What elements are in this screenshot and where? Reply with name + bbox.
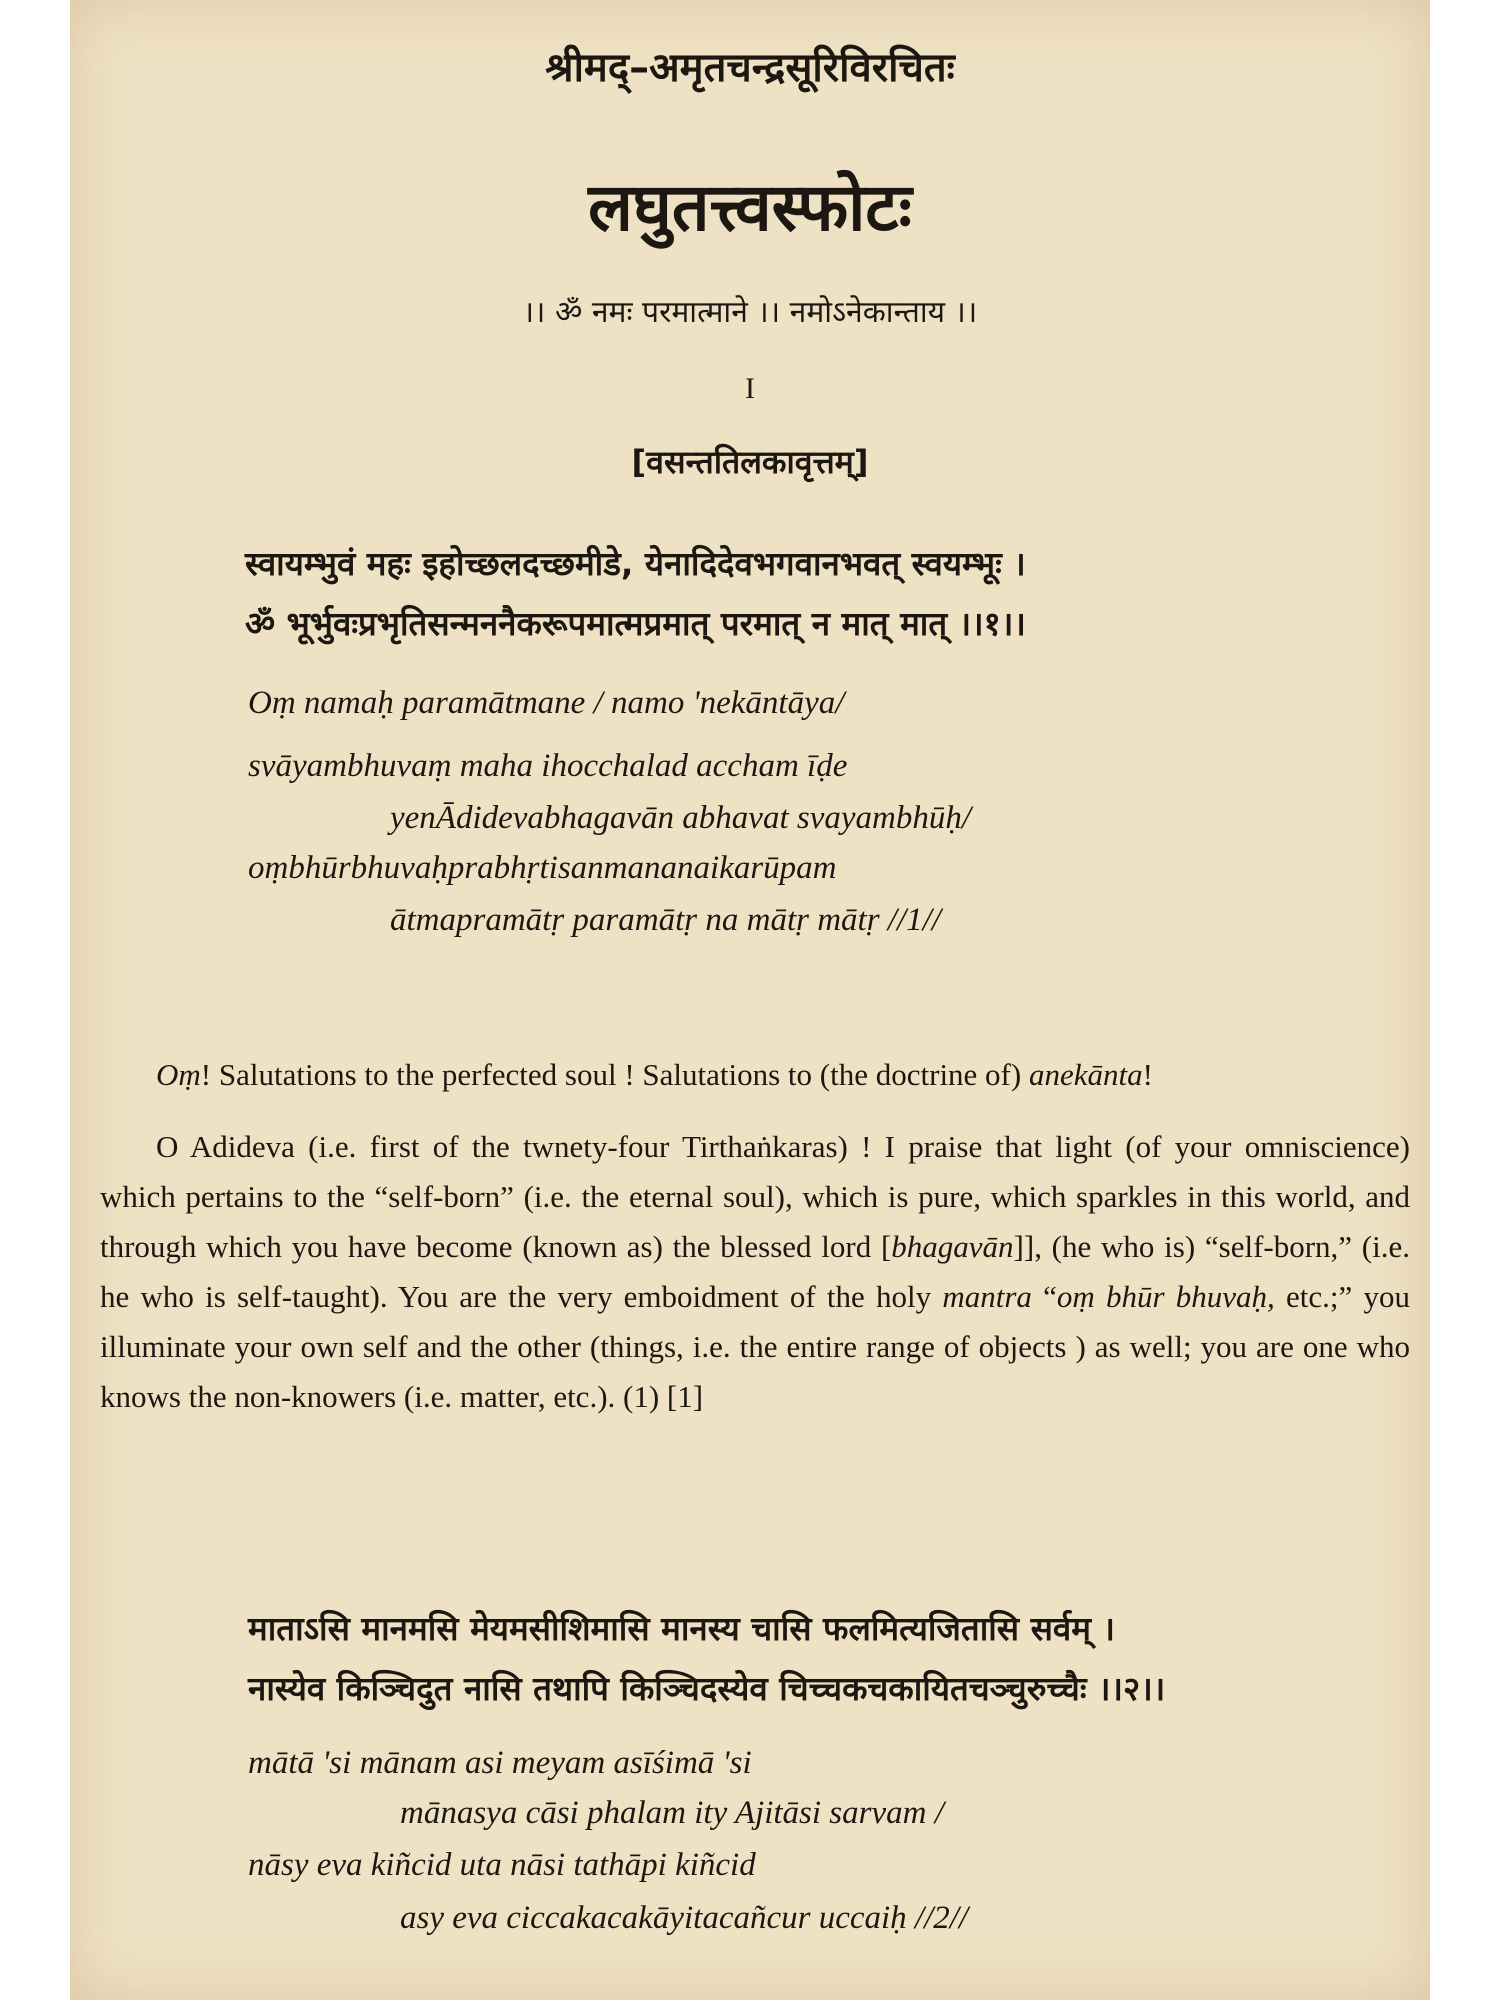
verse1-translit-line1: Oṃ namaḥ paramātmane / namo 'nekāntāya/ (248, 685, 845, 721)
work-attribution: श्रीमद्–अमृतचन्द्रसूरिविरचितः (545, 45, 955, 91)
verse2-translit-line3: nāsy eva kiñcid uta nāsi tathāpi kiñcid (248, 1847, 756, 1883)
translation-text-d: etc.;” you illuminate your own self and the other (things, i.e. the entire range of objects ) as well; you are one who knows the non-knowers (i.e. matter, etc.). (1) [1] (100, 1279, 1410, 1414)
translation-text-c: “ (1031, 1279, 1057, 1314)
om-bhur-term: oṃ bhūr bhuvaḥ, (1056, 1279, 1275, 1314)
anekanta-term: anekānta (1028, 1057, 1143, 1092)
mantra-term: mantra (942, 1279, 1032, 1314)
om-term: Oṃ (156, 1057, 201, 1092)
section-number: I (745, 372, 755, 405)
translation-text-a: O Adideva (i.e. first of the twnety-four Tirthaṅkaras) ! I praise that light (of your omniscience) which pertains to the “self-born” (i.e. the eternal soul), which is pure, which sparkles in this world, and through which you have become (known as) the blessed lord [ (100, 1129, 1410, 1264)
verse2-translit-line1: mātā 'si mānam asi meyam asīśimā 'si (248, 1745, 752, 1781)
verse1-translit-line3: yenĀdidevabhagavān abhavat svayambhūḥ/ (390, 800, 972, 836)
verse2-line2: नास्येव किञ्चिदुत नासि तथापि किञ्चिदस्येव चिच्चकचकायितचञ्चुरुच्चैः ।।२।। (248, 1669, 1166, 1708)
translation-salutation (100, 1050, 1410, 1100)
verse1-translit-line4: oṃbhūrbhuvaḥprabhṛtisanmananaikarūpam (248, 850, 837, 886)
verse2-line1: माताऽसि मानमसि मेयमसीशिमासि मानस्य चासि फलमित्यजितासि सर्वम् । (248, 1609, 1115, 1648)
verse1-translit-line5: ātmapramātṛ paramātṛ na mātṛ mātṛ //1// (390, 902, 941, 938)
meter-name: [वसन्ततिलकावृत्तम्] (631, 443, 869, 481)
bhagavan-term: bhagavān (891, 1229, 1014, 1264)
work-title: लघुतत्त्वस्फोटः (588, 169, 912, 246)
verse1-translit-line2: svāyambhuvaṃ maha ihocchalad accham īḍe (248, 748, 848, 784)
translation-text-b: ]], (he who is) “self-born,” (i.e. he who is self-taught). You are the very emboidment of the holy (100, 1229, 1410, 1314)
verse1-line1: स्वायम्भुवं महः इहोच्छलदच्छमीडे, येनादिदेवभगवानभवत् स्वयम्भूः । (245, 544, 1026, 583)
translation-verse1 (100, 1122, 1410, 1422)
verse1-line2: ॐ भूर्भुवःप्रभृतिसन्मननैकरूपमात्मप्रमात् परमात् न मात् मात् ।।१।। (245, 604, 1026, 643)
translation-block (100, 1050, 1410, 1422)
verse2-translit-line2: mānasya cāsi phalam ity Ajitāsi sarvam / (400, 1795, 944, 1831)
invocation: ।। ॐ नमः परमात्माने ।। नमोऽनेकान्ताय ।। (522, 295, 978, 330)
salutation-end: ! (1142, 1057, 1153, 1092)
salutation-text: ! Salutations to the perfected soul ! Salutations to (the doctrine of) (200, 1057, 1022, 1092)
scanned-page (70, 0, 1430, 2000)
verse2-translit-line4: asy eva ciccakacakāyitacañcur uccaiḥ //2// (400, 1900, 969, 1936)
